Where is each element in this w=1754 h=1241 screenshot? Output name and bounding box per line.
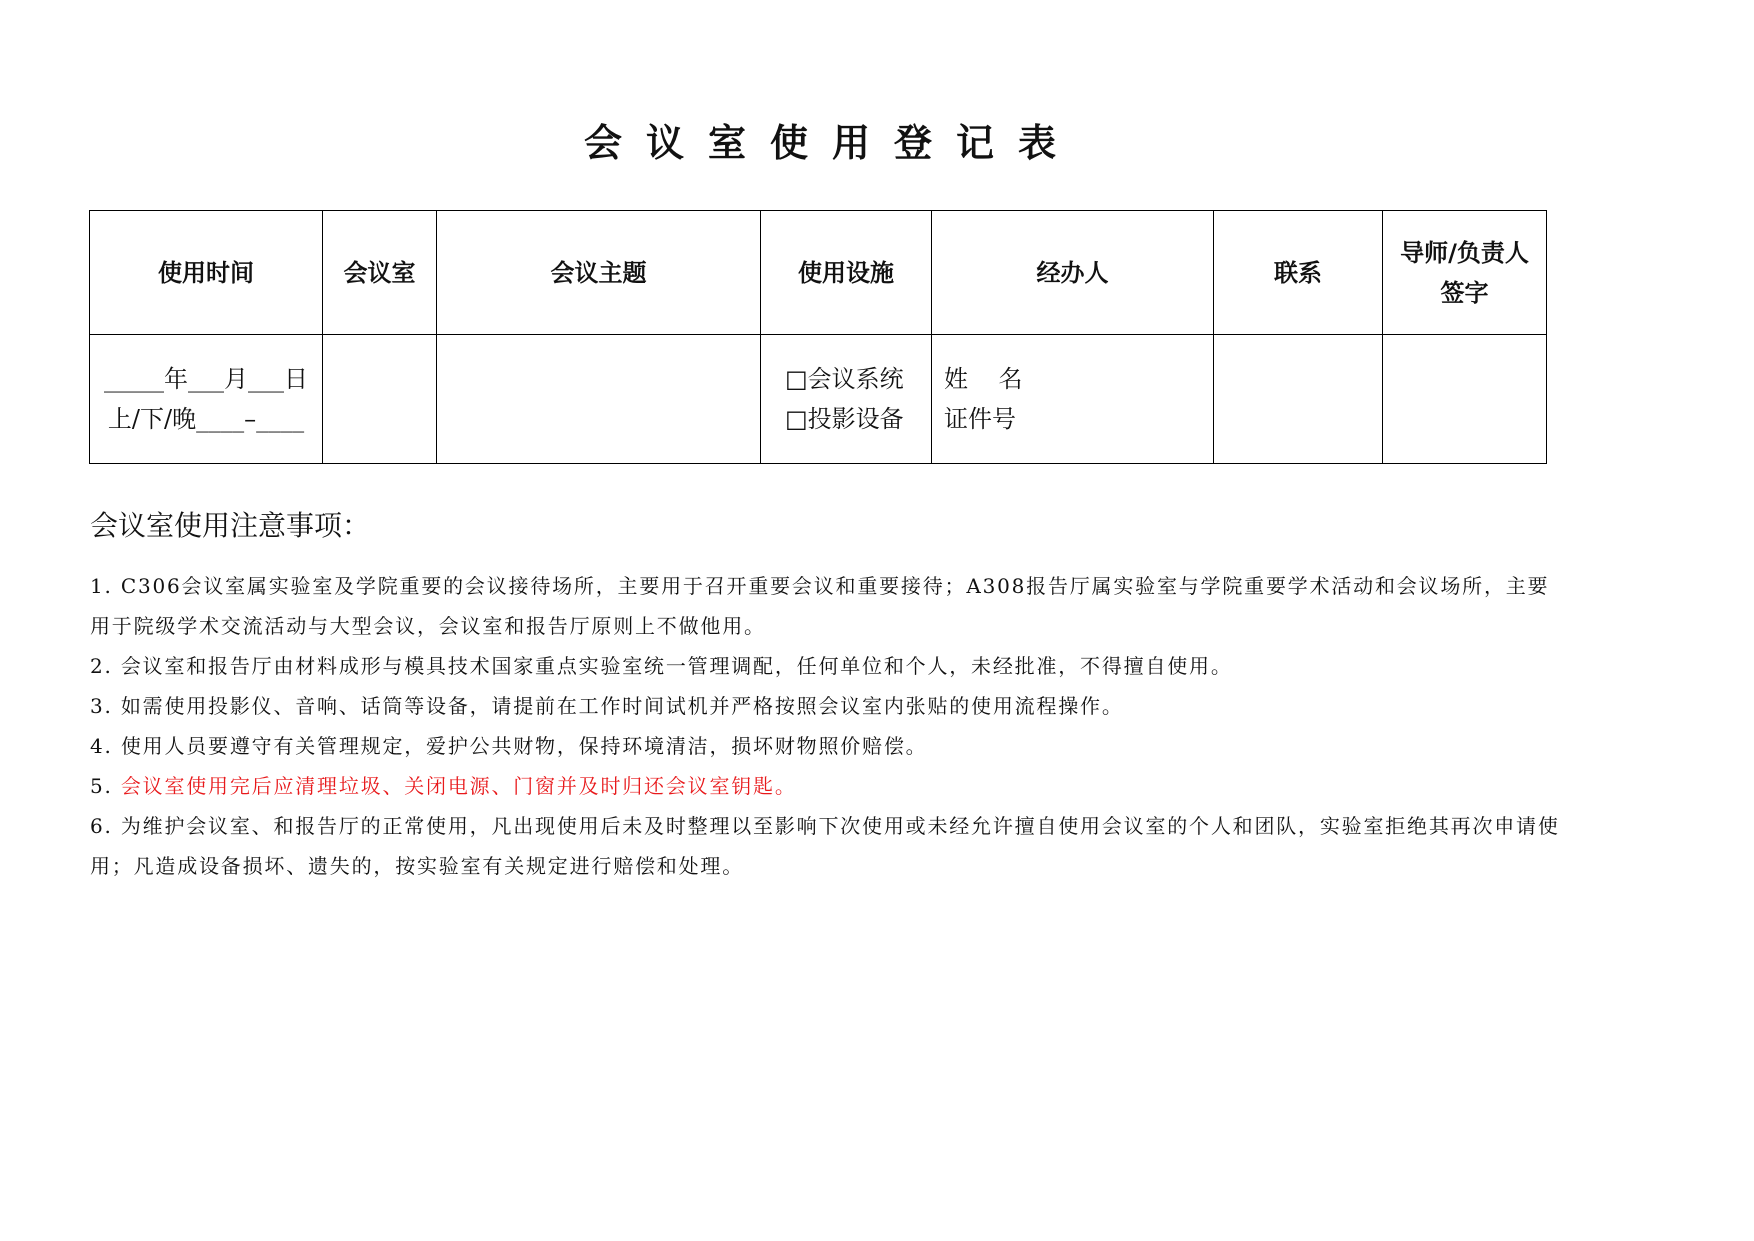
header-meeting-room: 会议室 [323, 211, 437, 335]
usage-time-cell[interactable] [90, 335, 323, 464]
note-item-4 [90, 726, 1560, 766]
note-item-2 [90, 646, 1560, 686]
header-contact: 联系 [1214, 211, 1383, 335]
note-item-3 [90, 686, 1560, 726]
note-text: 使用人员要遵守有关管理规定，爱护公共财物，保持环境清洁，损坏财物照价赔偿。 [120, 734, 928, 758]
table-row [90, 335, 1547, 464]
projector-checkbox[interactable]: □投影设备 [785, 405, 904, 433]
note-item-5 [90, 766, 1560, 806]
handler-name-field[interactable]: 姓 名 [944, 365, 1023, 393]
note-number: 2. [90, 654, 113, 678]
registration-table [89, 210, 1547, 464]
meeting-system-checkbox[interactable]: □会议系统 [785, 365, 904, 393]
note-text: C306会议室属实验室及学院重要的会议接待场所，主要用于召开重要会议和重要接待；A308报告厅属实验室与学院重要学术活动和会议场所，主要用于院级学术交流活动与大型会议，会议室和报告厅原则上不做他用。 [90, 574, 1550, 638]
header-facilities: 使用设施 [761, 211, 932, 335]
header-signature [1383, 211, 1547, 335]
note-text: 会议室使用完后应清理垃圾、关闭电源、门窗并及时归还会议室钥匙。 [120, 774, 797, 798]
note-number: 6. [90, 814, 113, 838]
handler-cell [932, 335, 1214, 464]
notes-list [90, 566, 1560, 886]
note-number: 5. [90, 774, 113, 798]
meeting-topic-cell[interactable] [437, 335, 761, 464]
note-number: 1. [90, 574, 113, 598]
meeting-room-cell[interactable] [323, 335, 437, 464]
contact-cell[interactable] [1214, 335, 1383, 464]
header-handler: 经办人 [932, 211, 1214, 335]
handler-id-field[interactable]: 证件号 [944, 405, 1016, 433]
header-usage-time: 使用时间 [90, 211, 323, 335]
note-text: 如需使用投影仪、音响、话筒等设备，请提前在工作时间试机并严格按照会议室内张贴的使用流程操作。 [120, 694, 1124, 718]
note-item-6 [90, 806, 1560, 886]
note-text: 会议室和报告厅由材料成形与模具技术国家重点实验室统一管理调配，任何单位和个人，未经批准，不得擅自使用。 [120, 654, 1233, 678]
page-title: 会议室使用登记表 [583, 121, 1080, 165]
notes-heading: 会议室使用注意事项： [90, 509, 371, 542]
note-item-1 [90, 566, 1560, 646]
header-signature-line1: 导师/负责人 [1400, 238, 1529, 267]
facilities-cell [761, 335, 932, 464]
date-field[interactable]: _____年___月___日 [104, 365, 308, 393]
time-period-field[interactable]: 上/下/晚____–____ [107, 405, 305, 433]
note-number: 3. [90, 694, 113, 718]
note-number: 4. [90, 734, 113, 758]
signature-cell[interactable] [1383, 335, 1547, 464]
header-meeting-topic: 会议主题 [437, 211, 761, 335]
note-text: 为维护会议室、和报告厅的正常使用，凡出现使用后未及时整理以至影响下次使用或未经允许擅自使用会议室的个人和团队，实验室拒绝其再次申请使用；凡造成设备损坏、遗失的，按实验室有关规定进行赔偿和处理。 [90, 814, 1560, 878]
table-header-row [90, 211, 1547, 335]
header-signature-line2: 签字 [1440, 278, 1489, 307]
